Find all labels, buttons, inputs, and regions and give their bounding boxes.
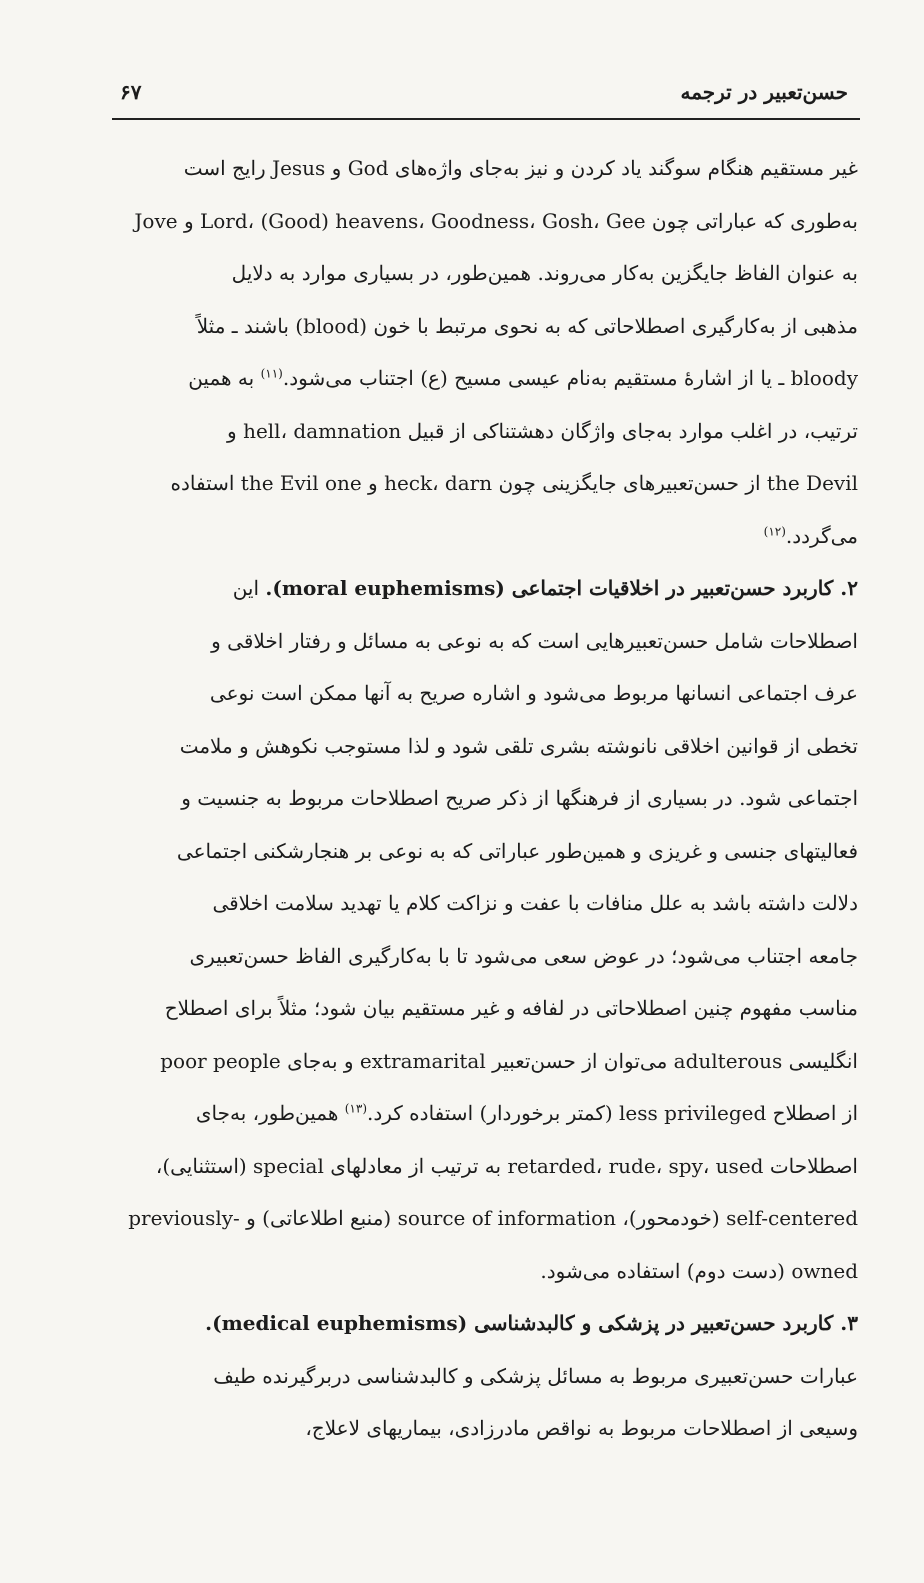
- text-line: the Devil از حسن‌تعبیرهای جایگزینی چون heck، darn و the Evil one استفاده: [170, 471, 858, 495]
- footnote-ref: (۱۲): [763, 523, 786, 538]
- page-number: ۶۷: [120, 80, 142, 104]
- text-line: اجتماعی شود. در بسیاری از فرهنگها از ذکر صریح اصطلاحات مربوط به جنسیت و: [181, 786, 858, 810]
- text-line: اصطلاحات شامل حسن‌تعبیرهایی است که به نوعی به مسائل و رفتار اخلاقی و: [211, 628, 858, 653]
- text-line: عبارات حسن‌تعبیری مربوط به مسائل پزشکی و کالبدشناسی دربرگیرنده طیف: [213, 1363, 858, 1388]
- text-line: انگلیسی adulterous می‌توان از حسن‌تعبیر extramarital و به‌جای poor people: [160, 1048, 858, 1073]
- text-line: فعالیتهای جنسی و غریزی و همین‌طور عباراتی که به نوعی بر هنجارشکنی اجتماعی: [176, 838, 858, 863]
- text-line: غیر مستقیم هنگام سوگند یاد کردن و نیز به‌جای واژه‌های God و Jesus رایج است: [183, 156, 858, 180]
- header-title: حسن‌تعبیر در ترجمه: [680, 80, 848, 104]
- section-heading-moral: ۲. کاربرد حسن‌تعبیر در اخلاقیات اجتماعی (moral euphemisms). این: [232, 576, 858, 600]
- running-header: [112, 76, 858, 114]
- text-line: ترتیب، در اغلب موارد به‌جای واژگان دهشتناکی از قبیل hell، damnation و: [227, 418, 858, 443]
- text-line: می‌گردد.$^{(۱۲)}$: [763, 523, 858, 548]
- text-line: مذهبی از به‌کارگیری اصطلاحاتی که به نحوی مرتبط با خون (blood) باشند ـ مثلاً: [196, 313, 858, 338]
- text-line: به‌طوری که عباراتی چون Lord، (Good) heavens، Goodness، Gosh، Gee و Jove: [134, 208, 858, 233]
- text-line: مناسب مفهوم چنین اصطلاحاتی در لفافه و غیر مستقیم بیان شود؛ مثلاً برای اصطلاح: [164, 996, 858, 1020]
- footnote-ref: (۱۱): [260, 366, 283, 381]
- text-line: به عنوان الفاظ جایگزین به‌کار می‌روند. همین‌طور، در بسیاری موارد به دلایل: [231, 261, 858, 285]
- header-rule: [112, 118, 860, 120]
- text-line: bloody ـ یا از اشارهٔ مستقیم به‌نام عیسی مسیح (ع) اجتناب می‌شود.$^{(۱۱)}$ به همین: [188, 366, 858, 390]
- text-line: تخطی از قوانین اخلاقی نانوشته بشری تلقی شود و لذا مستوجب نکوهش و ملامت: [179, 733, 858, 758]
- text-line: دلالت داشته باشد به علل منافات با عفت و نزاکت کلام یا تهدید سلامت اخلاقی: [212, 891, 858, 915]
- text-line: جامعه اجتناب می‌شود؛ در عوض سعی می‌شود تا با به‌کارگیری الفاظ حسن‌تعبیری: [189, 943, 858, 968]
- text-line: عرف اجتماعی انسانها مربوط می‌شود و اشاره صریح به آنها ممکن است نوعی: [209, 681, 858, 705]
- text-line: وسیعی از اصطلاحات مربوط به نواقص مادرزادی، بیماریهای لاعلاج،: [305, 1416, 858, 1440]
- body-text: [112, 142, 858, 1455]
- footnote-ref: (۱۳): [344, 1101, 367, 1116]
- text-line: self-centered (خودمحور)، source of information (منبع اطلاعاتی) و -previously: [128, 1206, 858, 1230]
- text-line: اصطلاحات retarded، rude، spy، used به ترتیب از معادلهای special (استثنایی)،: [155, 1153, 858, 1178]
- text-line: owned (دست دوم) استفاده می‌شود.: [540, 1258, 858, 1283]
- text-line: از اصطلاح less privileged (کمتر برخوردار) استفاده کرد.$^{(۱۳)}$ همین‌طور، به‌جای: [195, 1101, 858, 1125]
- section-heading-medical: ۳. کاربرد حسن‌تعبیر در پزشکی و کالبدشناسی (medical euphemisms).: [205, 1311, 858, 1335]
